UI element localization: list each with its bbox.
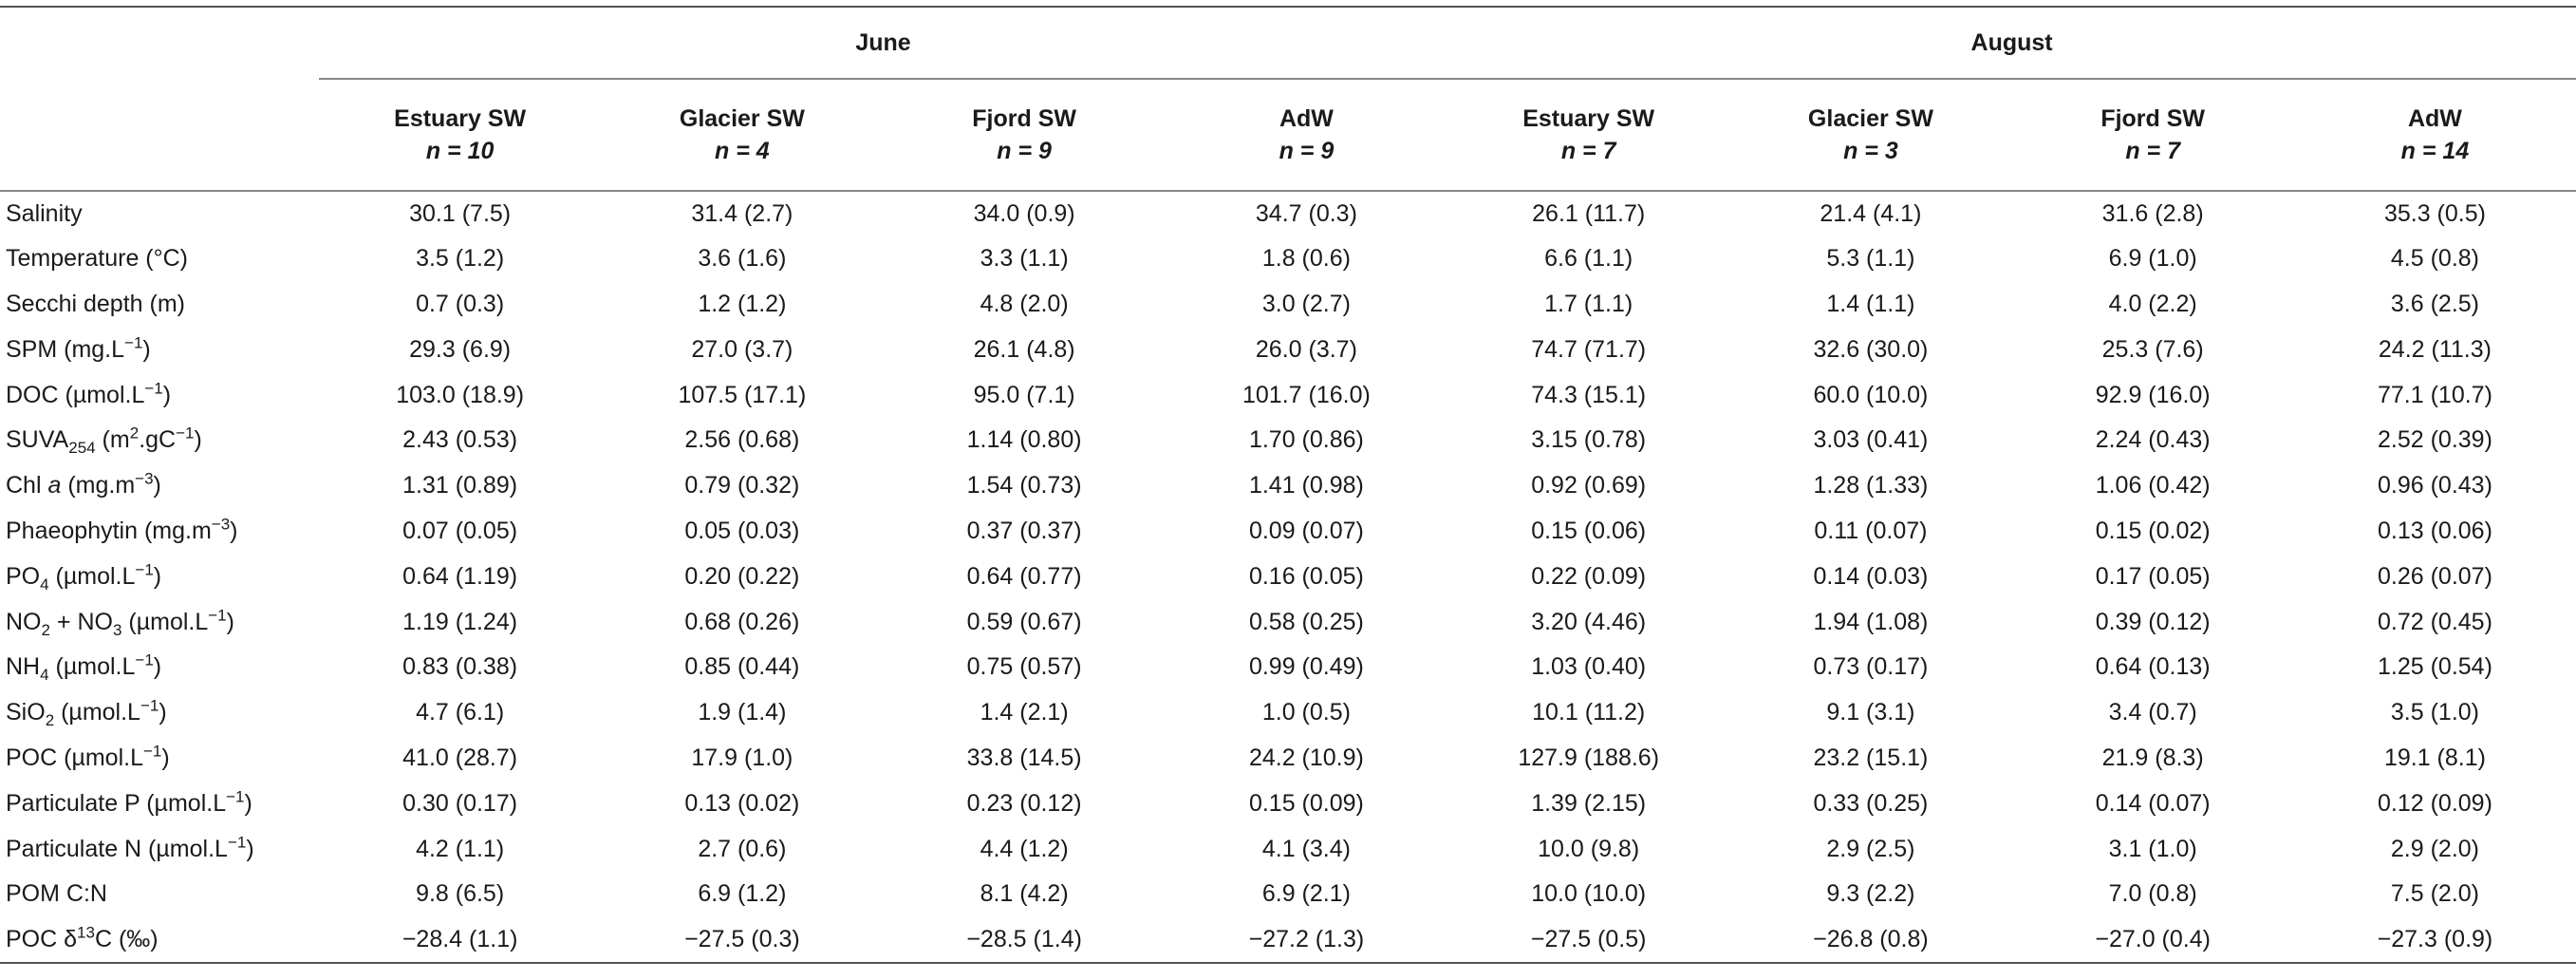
row-label-part: Chl	[6, 472, 48, 499]
table-cell: 0.07 (0.05)	[402, 517, 518, 544]
row-label	[0, 463, 319, 509]
table-cell: 103.0 (18.9)	[396, 381, 525, 408]
row-label-part: 4	[40, 666, 49, 685]
table-cell: 1.28 (1.33)	[1813, 472, 1929, 499]
row-label-part: SPM (mg.L	[6, 335, 125, 363]
column-header	[1447, 79, 1729, 191]
table-cell: 21.9 (8.3)	[2101, 744, 2204, 771]
row-label-part: .gC	[139, 426, 177, 454]
table-cell: 0.14 (0.07)	[2095, 789, 2211, 817]
column-name: Estuary SW	[394, 105, 527, 132]
column-count: n = 7	[1560, 138, 1616, 164]
row-label-part: )	[153, 653, 162, 681]
row-label-part: )	[142, 335, 151, 363]
table-cell: 1.41 (0.98)	[1248, 472, 1364, 499]
row-label-part: 4	[40, 575, 49, 594]
table-row	[0, 826, 2576, 872]
table-row	[0, 282, 2576, 328]
table-cell: 6.6 (1.1)	[1544, 245, 1633, 273]
table-cell: 9.8 (6.5)	[416, 880, 505, 908]
table-cell: 10.1 (11.2)	[1532, 699, 1646, 726]
table-cell: 0.15 (0.02)	[2095, 517, 2211, 544]
row-label	[0, 781, 319, 826]
table-cell: 3.03 (0.41)	[1813, 426, 1929, 454]
table-cell: 19.1 (8.1)	[2383, 744, 2486, 771]
row-label-part: )	[159, 699, 167, 726]
row-label-part: )	[230, 517, 238, 544]
table-cell: 0.09 (0.07)	[1248, 517, 1364, 544]
column-header	[884, 79, 1166, 191]
table-cell: −28.4 (1.1)	[401, 925, 518, 952]
table-cell: 0.64 (0.77)	[966, 562, 1082, 590]
table-cell: −28.5 (1.4)	[966, 925, 1082, 952]
column-name: AdW	[2407, 105, 2462, 132]
table-row	[0, 418, 2576, 463]
table-cell: 31.6 (2.8)	[2101, 199, 2204, 227]
row-label-part: NH	[6, 653, 41, 681]
table-cell: 1.94 (1.08)	[1813, 608, 1929, 635]
row-label-part: NO	[6, 608, 42, 635]
table-cell: 3.5 (1.2)	[416, 245, 505, 273]
table-cell: 0.16 (0.05)	[1248, 562, 1364, 590]
row-label	[0, 554, 319, 599]
table-cell: 0.14 (0.03)	[1813, 562, 1929, 590]
row-label-part: SUVA	[6, 426, 69, 454]
table-cell: 9.1 (3.1)	[1826, 699, 1915, 726]
row-label	[0, 282, 319, 328]
table-cell: 60.0 (10.0)	[1813, 381, 1929, 408]
table-cell: 30.1 (7.5)	[409, 199, 512, 227]
table-cell: 95.0 (7.1)	[973, 381, 1075, 408]
corner-cell	[0, 7, 319, 79]
row-label-part: Secchi depth (m)	[6, 290, 185, 317]
column-header	[2012, 79, 2294, 191]
table-cell: −26.8 (0.8)	[1813, 925, 1929, 952]
row-label	[0, 645, 319, 690]
table-cell: 6.9 (2.1)	[1261, 880, 1351, 908]
row-label-part: SiO	[6, 699, 46, 726]
table-cell: 6.9 (1.0)	[2108, 245, 2197, 273]
table-cell: 1.7 (1.1)	[1544, 290, 1633, 317]
table-cell: 4.1 (3.4)	[1261, 835, 1351, 862]
row-label-part: )	[194, 426, 202, 454]
row-label-part: + NO	[49, 608, 113, 635]
row-label	[0, 872, 319, 917]
table-cell: 2.7 (0.6)	[698, 835, 787, 862]
table-cell: −27.2 (1.3)	[1248, 925, 1365, 952]
row-label-part: (mg.m	[61, 472, 136, 499]
table-cell: 35.3 (0.5)	[2383, 199, 2486, 227]
table-row	[0, 872, 2576, 917]
table-cell: 0.64 (1.19)	[402, 562, 518, 590]
table-cell: 0.39 (0.12)	[2095, 608, 2211, 635]
table-cell: 7.5 (2.0)	[2390, 880, 2479, 908]
table-cell: 26.0 (3.7)	[1255, 335, 1357, 363]
table-cell: 1.25 (0.54)	[2377, 653, 2492, 681]
table-cell: 0.17 (0.05)	[2095, 562, 2211, 590]
table-cell: 0.23 (0.12)	[966, 789, 1082, 817]
row-label	[0, 690, 319, 736]
row-label	[0, 191, 319, 236]
row-label-part: )	[153, 562, 162, 590]
group-header-june: June	[319, 7, 1447, 79]
table-row	[0, 917, 2576, 963]
table-cell: 1.39 (2.15)	[1531, 789, 1647, 817]
table-cell: 4.7 (6.1)	[416, 699, 505, 726]
row-label-part: (m	[95, 426, 130, 454]
row-label-part: −1	[135, 651, 154, 670]
row-label	[0, 917, 319, 963]
row-label-part: )	[162, 381, 172, 408]
table-cell: 0.64 (0.13)	[2095, 653, 2211, 681]
table-cell: 4.0 (2.2)	[2108, 290, 2197, 317]
table-cell: 1.4 (2.1)	[980, 699, 1069, 726]
table-cell: 1.70 (0.86)	[1248, 426, 1364, 454]
row-label-part: 2	[45, 711, 55, 730]
table-cell: 17.9 (1.0)	[691, 744, 793, 771]
row-label-part: Phaeophytin (mg.m	[6, 517, 212, 544]
row-label-part: −1	[142, 742, 162, 761]
table-cell: 0.33 (0.25)	[1813, 789, 1929, 817]
table-cell: 0.92 (0.69)	[1531, 472, 1647, 499]
column-header	[1166, 79, 1447, 191]
table-cell: 0.72 (0.45)	[2377, 608, 2492, 635]
table-cell: 0.15 (0.09)	[1248, 789, 1364, 817]
table-cell: 0.11 (0.07)	[1814, 517, 1928, 544]
table-cell: 0.73 (0.17)	[1813, 653, 1929, 681]
column-count: n = 3	[1843, 138, 1898, 164]
table-cell: 9.3 (2.2)	[1826, 880, 1915, 908]
table-cell: 3.6 (1.6)	[698, 245, 787, 273]
table-cell: 21.4 (4.1)	[1820, 199, 1922, 227]
table-cell: 0.7 (0.3)	[416, 290, 505, 317]
table-cell: 2.9 (2.5)	[1826, 835, 1915, 862]
row-label-part: −1	[135, 560, 154, 579]
table-cell: 2.56 (0.68)	[684, 426, 800, 454]
column-count: n = 10	[425, 138, 495, 164]
row-label	[0, 372, 319, 418]
table-cell: 0.79 (0.32)	[684, 472, 800, 499]
row-label-part: )	[153, 472, 161, 499]
table-row	[0, 645, 2576, 690]
table-cell: 0.13 (0.02)	[684, 789, 800, 817]
table-row	[0, 509, 2576, 555]
column-count: n = 9	[997, 138, 1052, 164]
table-cell: 127.9 (188.6)	[1518, 744, 1660, 771]
table-cell: −27.3 (0.9)	[2377, 925, 2493, 952]
table-cell: 34.0 (0.9)	[973, 199, 1075, 227]
table-cell: 0.59 (0.67)	[966, 608, 1082, 635]
table-cell: 1.03 (0.40)	[1531, 653, 1647, 681]
row-label-part: −3	[135, 469, 154, 488]
row-label-part: −1	[124, 333, 143, 352]
table-cell: 2.24 (0.43)	[2095, 426, 2211, 454]
table-row	[0, 599, 2576, 645]
row-label	[0, 599, 319, 645]
table-cell: −27.5 (0.5)	[1530, 925, 1647, 952]
table-cell: 0.15 (0.06)	[1531, 517, 1647, 544]
table-cell: 1.54 (0.73)	[966, 472, 1082, 499]
table-cell: 1.8 (0.6)	[1261, 245, 1351, 273]
table-cell: 0.75 (0.57)	[966, 653, 1082, 681]
table-cell: 74.3 (15.1)	[1531, 381, 1647, 408]
table-cell: 0.85 (0.44)	[684, 653, 800, 681]
table-cell: 1.14 (0.80)	[966, 426, 1082, 454]
table-cell: 6.9 (1.2)	[698, 880, 787, 908]
table-row	[0, 236, 2576, 282]
column-name: Fjord SW	[972, 105, 1076, 132]
table-cell: 0.58 (0.25)	[1248, 608, 1364, 635]
table-cell: 0.20 (0.22)	[684, 562, 800, 590]
table-cell: 32.6 (30.0)	[1813, 335, 1929, 363]
table-row	[0, 690, 2576, 736]
group-header-row	[0, 7, 2576, 79]
table-row	[0, 191, 2576, 236]
column-count: n = 7	[2125, 138, 2180, 164]
column-header	[319, 79, 601, 191]
column-count: n = 4	[715, 138, 770, 164]
row-label	[0, 509, 319, 555]
row-label-part: )	[244, 789, 252, 817]
row-label-part: −1	[176, 424, 195, 443]
row-label	[0, 327, 319, 372]
row-label-part: 2	[129, 424, 140, 443]
table-cell: 3.1 (1.0)	[2108, 835, 2197, 862]
row-label-part: Salinity	[6, 199, 83, 227]
table-cell: 23.2 (15.1)	[1813, 744, 1929, 771]
table-cell: 0.99 (0.49)	[1248, 653, 1364, 681]
table-row	[0, 372, 2576, 418]
row-label-part: (µmol.L	[121, 608, 209, 635]
table-row	[0, 736, 2576, 782]
column-name: Glacier SW	[679, 105, 805, 132]
table-cell: 4.2 (1.1)	[416, 835, 505, 862]
row-label-part: a	[47, 472, 62, 499]
table-cell: 0.83 (0.38)	[402, 653, 518, 681]
row-label	[0, 236, 319, 282]
row-label-part: PO	[6, 562, 41, 590]
row-label-part: )	[226, 608, 234, 635]
table-cell: 2.43 (0.53)	[402, 426, 518, 454]
table-cell: 3.20 (4.46)	[1531, 608, 1647, 635]
column-header	[1729, 79, 2011, 191]
table-cell: 27.0 (3.7)	[691, 335, 793, 363]
row-label-part: )	[161, 744, 170, 771]
table-cell: 0.05 (0.03)	[684, 517, 800, 544]
row-label	[0, 418, 319, 463]
table-body	[0, 191, 2576, 963]
table-cell: 0.96 (0.43)	[2377, 472, 2492, 499]
table-cell: 3.5 (1.0)	[2390, 699, 2479, 726]
column-name: Fjord SW	[2100, 105, 2206, 132]
table-cell: 1.9 (1.4)	[698, 699, 787, 726]
table-cell: 5.3 (1.1)	[1826, 245, 1915, 273]
table-cell: 107.5 (17.1)	[678, 381, 807, 408]
table-cell: 10.0 (10.0)	[1531, 880, 1647, 908]
table-cell: 3.6 (2.5)	[2390, 290, 2479, 317]
data-table	[0, 6, 2576, 964]
row-label-part: 254	[68, 439, 96, 458]
table-cell: 0.13 (0.06)	[2377, 517, 2492, 544]
table-cell: 74.7 (71.7)	[1531, 335, 1647, 363]
group-header-august: August	[1447, 7, 2576, 79]
table-cell: 25.3 (7.6)	[2101, 335, 2204, 363]
table-cell: 3.15 (0.78)	[1531, 426, 1647, 454]
row-label-part: POM C:N	[6, 880, 107, 908]
row-label-part: (µmol.L	[54, 699, 140, 726]
row-label-part: )	[246, 835, 254, 862]
row-label-part: POC (µmol.L	[6, 744, 143, 771]
table-cell: 26.1 (11.7)	[1532, 199, 1646, 227]
column-header	[601, 79, 883, 191]
table-cell: 2.9 (2.0)	[2390, 835, 2479, 862]
row-label-part: −1	[144, 379, 163, 398]
row-label-part: −1	[227, 833, 247, 852]
row-label-part: Particulate P (µmol.L	[6, 789, 227, 817]
table-cell: 0.68 (0.26)	[684, 608, 800, 635]
column-header	[2294, 79, 2576, 191]
row-label-part: −1	[208, 606, 227, 625]
table-cell: 3.4 (0.7)	[2108, 699, 2197, 726]
table-cell: 3.3 (1.1)	[980, 245, 1069, 273]
table-cell: 4.5 (0.8)	[2390, 245, 2479, 273]
table-cell: 3.0 (2.7)	[1261, 290, 1351, 317]
table-row	[0, 554, 2576, 599]
column-header-row	[0, 79, 2576, 191]
table-row	[0, 781, 2576, 826]
table-cell: 29.3 (6.9)	[409, 335, 512, 363]
row-label-part: −1	[140, 696, 159, 715]
table-cell: 24.2 (11.3)	[2378, 335, 2492, 363]
table-cell: 0.30 (0.17)	[402, 789, 518, 817]
table-cell: 31.4 (2.7)	[691, 199, 793, 227]
row-label-part: POC δ	[6, 925, 78, 952]
table-cell: 77.1 (10.7)	[2377, 381, 2492, 408]
row-label-part: −1	[226, 787, 245, 806]
row-label-part: DOC (µmol.L	[6, 381, 145, 408]
table-cell: 0.22 (0.09)	[1531, 562, 1647, 590]
row-label-part: 3	[112, 620, 122, 639]
table-row	[0, 327, 2576, 372]
column-header-blank	[0, 79, 319, 191]
table-cell: 92.9 (16.0)	[2095, 381, 2211, 408]
table-row	[0, 463, 2576, 509]
table-cell: 34.7 (0.3)	[1255, 199, 1357, 227]
table-cell: 1.19 (1.24)	[402, 608, 518, 635]
table-cell: 0.26 (0.07)	[2377, 562, 2492, 590]
table-cell: −27.5 (0.3)	[684, 925, 800, 952]
table-cell: 1.06 (0.42)	[2095, 472, 2211, 499]
table-cell: 8.1 (4.2)	[980, 880, 1069, 908]
table-cell: 41.0 (28.7)	[402, 744, 518, 771]
table-cell: 1.0 (0.5)	[1261, 699, 1351, 726]
column-name: Estuary SW	[1522, 105, 1655, 132]
table-cell: 33.8 (14.5)	[966, 744, 1082, 771]
row-label	[0, 736, 319, 782]
table-cell: 1.31 (0.89)	[402, 472, 518, 499]
table-cell: 26.1 (4.8)	[973, 335, 1075, 363]
column-name: AdW	[1279, 105, 1334, 132]
table-cell: 4.8 (2.0)	[980, 290, 1069, 317]
table-cell: 10.0 (9.8)	[1538, 835, 1640, 862]
table-cell: 0.12 (0.09)	[2377, 789, 2492, 817]
row-label-part: Particulate N (µmol.L	[6, 835, 228, 862]
table-cell: 0.37 (0.37)	[966, 517, 1082, 544]
row-label-part: C (‰)	[94, 925, 159, 952]
column-count: n = 9	[1279, 138, 1335, 164]
table-cell: 1.4 (1.1)	[1826, 290, 1915, 317]
row-label-part: Temperature (°C)	[6, 245, 188, 273]
column-count: n = 14	[2400, 138, 2470, 164]
table-cell: −27.0 (0.4)	[2095, 925, 2211, 952]
row-label-part: (µmol.L	[48, 653, 136, 681]
table-cell: 24.2 (10.9)	[1248, 744, 1364, 771]
column-name: Glacier SW	[1807, 105, 1933, 132]
table-cell: 7.0 (0.8)	[2108, 880, 2197, 908]
row-label-part: (µmol.L	[48, 562, 136, 590]
table-cell: 1.2 (1.2)	[698, 290, 787, 317]
table-cell: 2.52 (0.39)	[2377, 426, 2492, 454]
row-label	[0, 826, 319, 872]
row-label-part: 13	[77, 923, 95, 942]
table-cell: 101.7 (16.0)	[1241, 381, 1371, 408]
table-cell: 4.4 (1.2)	[980, 835, 1069, 862]
row-label-part: −3	[211, 515, 231, 534]
row-label-part: 2	[41, 620, 50, 639]
